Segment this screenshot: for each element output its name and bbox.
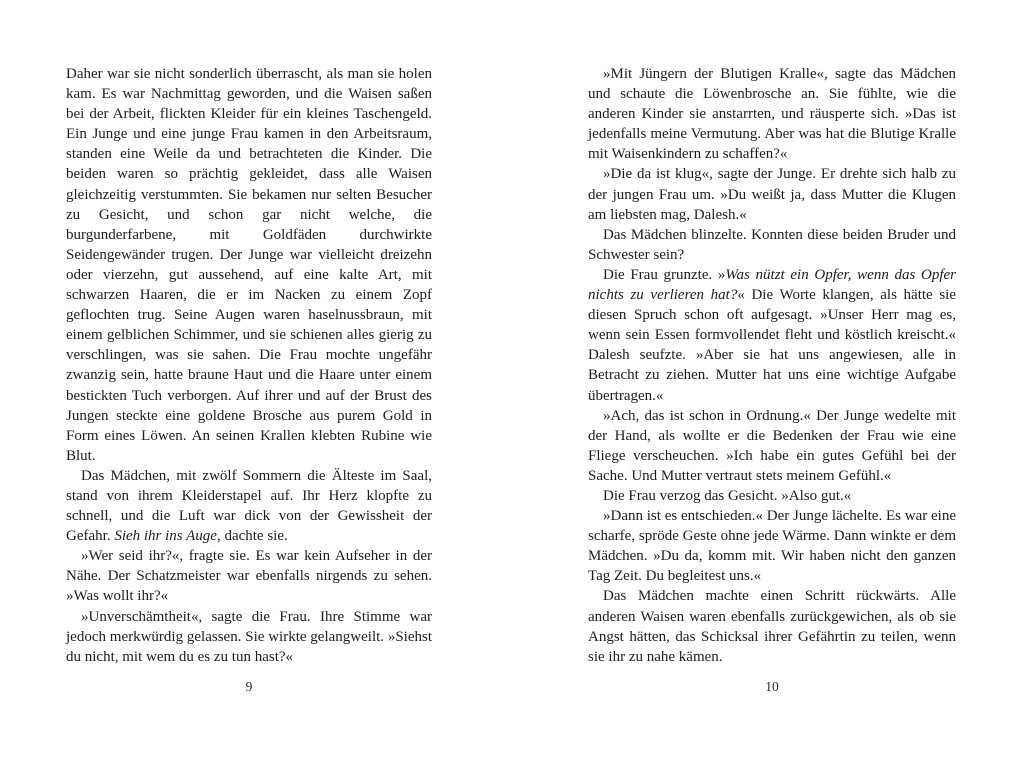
paragraph bbox=[66, 607, 432, 667]
text-run: Daher war sie nicht sonderlich überrascht, als man sie holen kam. Es war Nachmittag geworden, und die Waisen saßen bei der Arbeit, flickten Kleider für ein kleines Taschengeld. Ein Junge und eine junge Frau kamen in den Arbeitsraum, standen eine Weile da und betrachteten die Kinder. Die beiden waren so prächtig gekleidet, dass alle Waisen gleichzeitig verstummten. Sie bekamen nur selten Besucher zu Gesicht, und schon gar nicht welche, die burgunderfarbene, mit Goldfäden durchwirkte Seidengewänder trugen. Der Junge war vielleicht dreizehn oder vierzehn, gut aussehend, auf eine kalte Art, mit schwarzen Haaren, die er im Nacken zu einem Zopf geflochten trug. Seine Augen waren haselnussbraun, mit einem gelblichen Schimmer, und sie schienen alles gierig zu verschlingen, was sie sahen. Die Frau mochte ungefähr zwanzig sein, hatte braune Haut und die Haare unter einem bestickten Tuch verborgen. Auf ihrer und auf der Brust des Jungen steckte eine goldene Brosche aus purem Gold in Form eines Löwen. An seinen Krallen klebten Rubine wie Blut. bbox=[66, 66, 432, 464]
text-run: Die Frau grunzte. » bbox=[603, 266, 726, 283]
italic-text-run: Sieh ihr ins Auge bbox=[114, 528, 217, 545]
text-run: »Ach, das ist schon in Ordnung.« Der Junge wedelte mit der Hand, als wollte er die Bedenken der Frau wie eine Fliege verscheuchen. »Ich habe ein gutes Gefühl bei der Sache. Und Mutter vertraut stets meinem Gefühl.« bbox=[588, 407, 956, 484]
text-run: »Dann ist es entschieden.« Der Junge lächelte. Es war eine scharfe, spröde Geste ohne jede Wärme. Dann winkte er dem Mädchen. »Du da, komm mit. Wir haben nicht den ganzen Tag Zeit. Du begleitest uns.« bbox=[588, 508, 956, 585]
text-run: »Unverschämtheit«, sagte die Frau. Ihre Stimme war jedoch merkwürdig gelassen. Sie wirkte gelangweilt. »Siehst du nicht, mit wem du es zu tun hast?« bbox=[66, 608, 432, 665]
paragraph bbox=[588, 406, 956, 486]
text-run: Das Mädchen machte einen Schritt rückwärts. Alle anderen Waisen waren ebenfalls zurückgewichen, als ob sie Angst hätten, das Schicksal ihrer Gefährtin zu teilen, wenn sie ihr zu nahe kämen. bbox=[588, 588, 956, 665]
text-run: « Die Worte klangen, als hätte sie diesen Spruch schon oft aufgesagt. »Unser Herr mag es, wenn sein Essen formvollendet fleht und köstlich kreischt.« Dalesh seufzte. »Aber sie hat uns angewiesen, alle in Betracht zu ziehen. Mutter hat uns eine wichtige Aufgabe übertragen.« bbox=[588, 287, 957, 404]
text-run: , dachte sie. bbox=[216, 528, 288, 545]
paragraph bbox=[588, 486, 956, 506]
page-right-text bbox=[588, 64, 956, 667]
page-number-left: 9 bbox=[245, 679, 253, 694]
paragraph bbox=[588, 506, 956, 586]
paragraph bbox=[588, 64, 956, 164]
text-run: Die Frau verzog das Gesicht. »Also gut.« bbox=[603, 487, 852, 504]
italic-text-run: Was nützt ein Opfer, wenn das Opfer nichts zu verlieren hat? bbox=[588, 266, 957, 304]
page-left-text bbox=[66, 64, 432, 667]
paragraph bbox=[588, 265, 956, 406]
text-run: »Die da ist klug«, sagte der Junge. Er drehte sich halb zu der jungen Frau um. »Du weißt ja, dass Mutter die Klugen am liebsten mag, Dalesh.« bbox=[588, 166, 956, 223]
text-run: »Mit Jüngern der Blutigen Kralle«, sagte das Mädchen und schaute die Löwenbrosche an. Sie fühlte, wie die anderen Kinder sie anstarrten, und räusperte sich. »Das ist jedenfalls meine Vermutung. Aber was hat die Blutige Kralle mit Waisenkindern zu schaffen?« bbox=[588, 66, 956, 163]
paragraph bbox=[588, 225, 956, 265]
text-run: Das Mädchen, mit zwölf Sommern die Älteste im Saal, stand von ihrem Kleiderstapel auf. Ihr Herz klopfte zu schnell, und die Luft war dick von der Gewissheit der Gefahr. bbox=[66, 467, 432, 545]
paragraph bbox=[588, 586, 956, 666]
paragraph bbox=[66, 64, 432, 466]
text-run: Das Mädchen blinzelte. Konnten diese beiden Bruder und Schwester sein? bbox=[588, 226, 956, 263]
paragraph bbox=[588, 164, 956, 224]
paragraph bbox=[66, 546, 432, 606]
paragraph bbox=[66, 466, 432, 546]
text-run: »Wer seid ihr?«, fragte sie. Es war kein Aufseher in der Nähe. Der Schatzmeister war ebenfalls nirgends zu sehen. »Was wollt ihr?« bbox=[66, 548, 432, 605]
page-number-right: 10 bbox=[765, 679, 779, 694]
